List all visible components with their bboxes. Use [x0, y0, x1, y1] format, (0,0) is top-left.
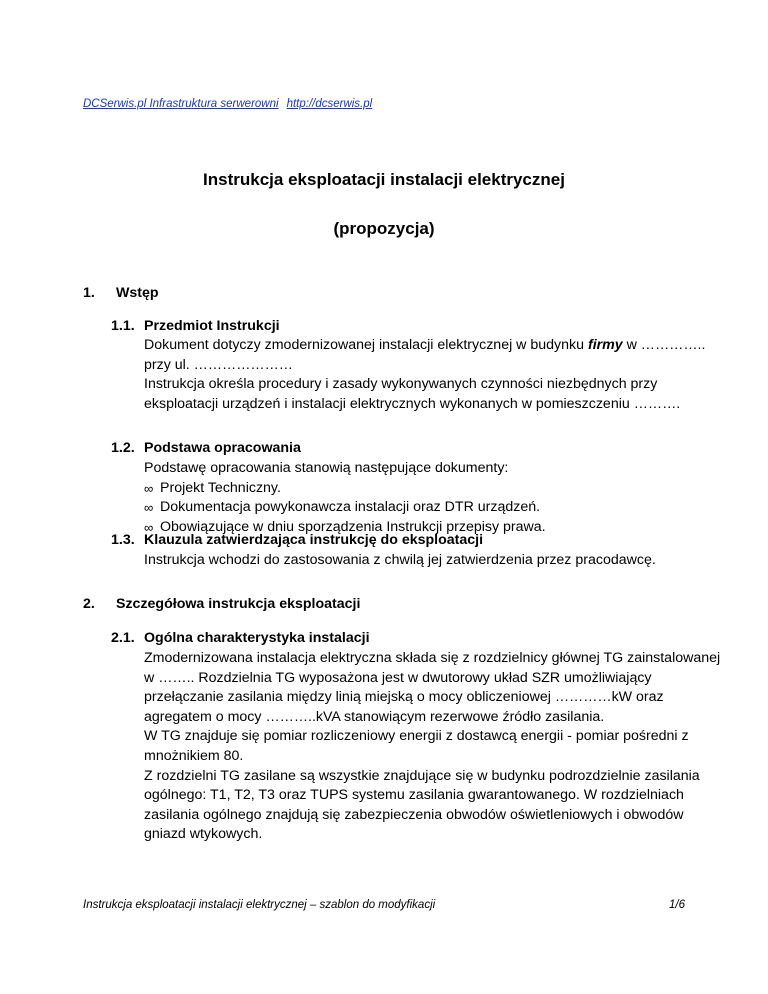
subsection-title: Klauzula zatwierdzająca instrukcję do eksploatacji	[144, 532, 484, 548]
subsection-body-1-2	[144, 459, 724, 537]
header-link-url[interactable]: http://dcserwis.pl	[286, 98, 373, 110]
section-number: 2.	[83, 596, 95, 612]
subsection-heading-2-1	[111, 630, 370, 646]
subsection-heading-1-2	[111, 440, 301, 456]
list-item-text: Dokumentacja powykonawcza instalacji oraz DTR urządzeń.	[160, 499, 541, 516]
list-item-text: Projekt Techniczny.	[160, 479, 281, 496]
document-subtitle: (propozycja)	[333, 219, 435, 238]
page-number: 1/6	[669, 899, 685, 911]
subsection-title: Ogólna charakterystyka instalacji	[144, 630, 370, 646]
section-heading-1	[83, 285, 159, 301]
subsection-heading-1-1	[111, 318, 280, 334]
text-run: Dokument dotyczy zmodernizowanej instalacji elektrycznej w budynku	[144, 337, 588, 353]
emphasis-text: firmy	[587, 337, 623, 353]
list-item-text: Obowiązujące w dniu sporządzenia Instrukcji przepisy prawa.	[160, 518, 546, 535]
subsection-body-1-3	[144, 551, 724, 571]
paragraph: Instrukcja wchodzi do zastosowania z chwilą jej zatwierdzenia przez pracodawcę.	[144, 552, 656, 568]
subsection-number: 1.3.	[111, 532, 135, 548]
list-item	[144, 479, 724, 499]
subsection-body-2-1	[144, 649, 724, 845]
section-number: 1.	[83, 285, 95, 301]
paragraph: Podstawę opracowania stanowią następujące dokumenty:	[144, 460, 509, 476]
page-header	[83, 98, 372, 110]
paragraph: Z rozdzielni TG zasilane są wszystkie znajdujące się w budynku podrozdzielnie zasilania ogólnego: T1, T2, T3 oraz TUPS systemu zasilania gwarantowanego. W rozdzielniach zasilania ogólnego znajdują się zabezpieczenia obwodów oświetleniowych i obwodów gniazd wtykowych.	[144, 767, 700, 843]
list-item	[144, 498, 724, 518]
infinity-bullet-icon: ∞	[144, 519, 154, 535]
section-heading-2	[83, 596, 360, 612]
paragraph	[144, 336, 724, 375]
section-title: Szczegółowa instrukcja eksploatacji	[116, 596, 361, 612]
infinity-bullet-icon: ∞	[144, 480, 154, 496]
infinity-bullet-icon: ∞	[144, 500, 154, 516]
subsection-number: 1.1.	[111, 318, 135, 334]
subsection-title: Przedmiot Instrukcji	[144, 318, 280, 334]
document-title: Instrukcja eksploatacji instalacji elektrycznej	[203, 170, 565, 189]
bullet-list	[144, 479, 724, 538]
subsection-title: Podstawa opracowania	[144, 440, 301, 456]
text-run: w ………….. przy ul. …………………	[144, 337, 706, 373]
subsection-number: 1.2.	[111, 440, 135, 456]
header-link-site-name[interactable]: DCSerwis.pl Infrastruktura serwerowni	[83, 98, 279, 110]
subsection-number: 2.1.	[111, 630, 135, 646]
page-footer	[83, 899, 685, 911]
subsection-heading-1-3	[111, 532, 483, 548]
paragraph: W TG znajduje się pomiar rozliczeniowy energii z dostawcą energii - pomiar pośredni z mnożnikiem 80.	[144, 728, 689, 764]
subsection-body-1-1	[144, 336, 724, 414]
paragraph: Zmodernizowana instalacja elektryczna składa się z rozdzielnicy głównej TG zainstalowanej w …….. Rozdzielnia TG wyposażona jest w dwutorowy układ SZR umożliwiający przełączanie zasilania między linią miejską o mocy obliczeniowej …………kW oraz agregatem o mocy ………..kVA stanowiącym rezerwowe źródło zasilania.	[144, 650, 721, 725]
section-title: Wstęp	[116, 285, 159, 301]
footer-document-name: Instrukcja eksploatacji instalacji elektrycznej – szablon do modyfikacji	[83, 899, 436, 911]
paragraph: Instrukcja określa procedury i zasady wykonywanych czynności niezbędnych przy eksploatacji urządzeń i instalacji elektrycznych wykonanych w pomieszczeniu ……….	[144, 376, 681, 412]
